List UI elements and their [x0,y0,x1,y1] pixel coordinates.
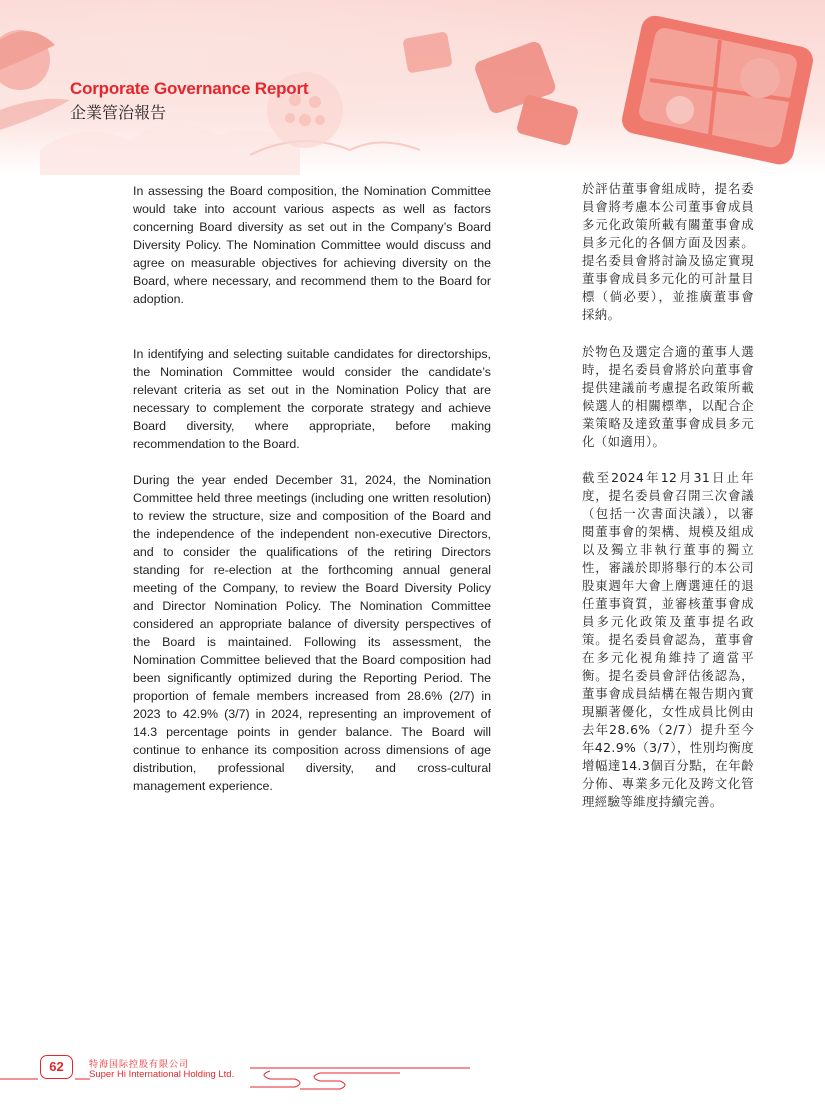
paragraph-candidate-selection-zh: 於物色及選定合適的董事人選時，提名委員會將於向董事會提供建議前考慮提名政策所載候選人的相關標準，以配合企業策略及達致董事會成員多元化（如適用）。 [582,344,754,449]
header-title-block [70,78,308,125]
paragraph-meetings-2024-zh: 截至2024年12月31日止年度，提名委員會召開三次會議（包括一次書面決議），以審閱董事會的架構、規模及組成以及獨立非執行董事的獨立性，審議於即將舉行的本公司股東週年大會上膺選連任的退任董事資質，並審核董事會成員多元化政策及董事提名政策。提名委員會認為，董事會在多元化視角維持了適當平衡。提名委員會評估後認為，董事會成員結構在報告期內實現顯著優化，女性成員比例由去年28.6%（2/7）提升至今年42.9%（3/7），性別均衡度增幅達14.3個百分點，在年齡分佈、專業多元化及跨文化管理經驗等維度持續完善。 [582,470,754,809]
paragraph-candidate-selection-en: In identifying and selecting suitable candidates for directorships, the Nomination Committee would consider the candidate’s relevant criteria as set out in the Nomination Policy that are necessary to complement the corporate strategy and achieve Board diversity, where appropriate, before making recommendation to the Board. [133,347,491,451]
paragraph-board-composition-en: In assessing the Board composition, the Nomination Committee would take into account various aspects as well as factors concerning Board diversity as set out in the Company’s Board Diversity Policy. The Nomination Committee would discuss and agree on measurable objectives for achieving diversity on the Board, where necessary, and recommend them to the Board for adoption. [133,184,491,306]
page-number: 62 [40,1055,73,1079]
page-title-zh: 企業管治報告 [70,103,167,122]
company-name-zh: 特海国际控股有限公司 [89,1060,190,1070]
paragraph-meetings-2024-en: During the year ended December 31, 2024, the Nomination Committee held three meetings (including one written resolution) to review the structure, size and composition of the Board and the independence of the independent non-executive Directors, and to consider the qualifications of the retiring Directors standing for re-election at the forthcoming annual general meeting of the Company, to review the Board Diversity Policy and Director Nomination Policy. The Nomination Committee considered an appropriate balance of diversity perspectives of the Board is maintained. Following its assessment, the Nomination Committee believed that the Board composition had been significantly optimized during the Reporting Period. The proportion of female members increased from 28.6% (2/7) in 2023 to 42.9% (3/7) in 2024, representing an improvement of 14.3 percentage points in gender balance. The Board will continue to enhance its composition across dimensions of age distribution, professional diversity, and cross-cultural management experience. [133,473,491,793]
page-title-en: Corporate Governance Report [70,79,309,98]
paragraph-board-composition-zh: 於評估董事會組成時，提名委員會將考慮本公司董事會成員多元化政策所載有關董事會成員多元化的各個方面及因素。提名委員會將討論及協定實現董事會成員多元化的可計量目標（倘必要），並推廣董事會採納。 [582,181,754,322]
company-name-en: Super Hi International Holding Ltd. [89,1069,235,1080]
